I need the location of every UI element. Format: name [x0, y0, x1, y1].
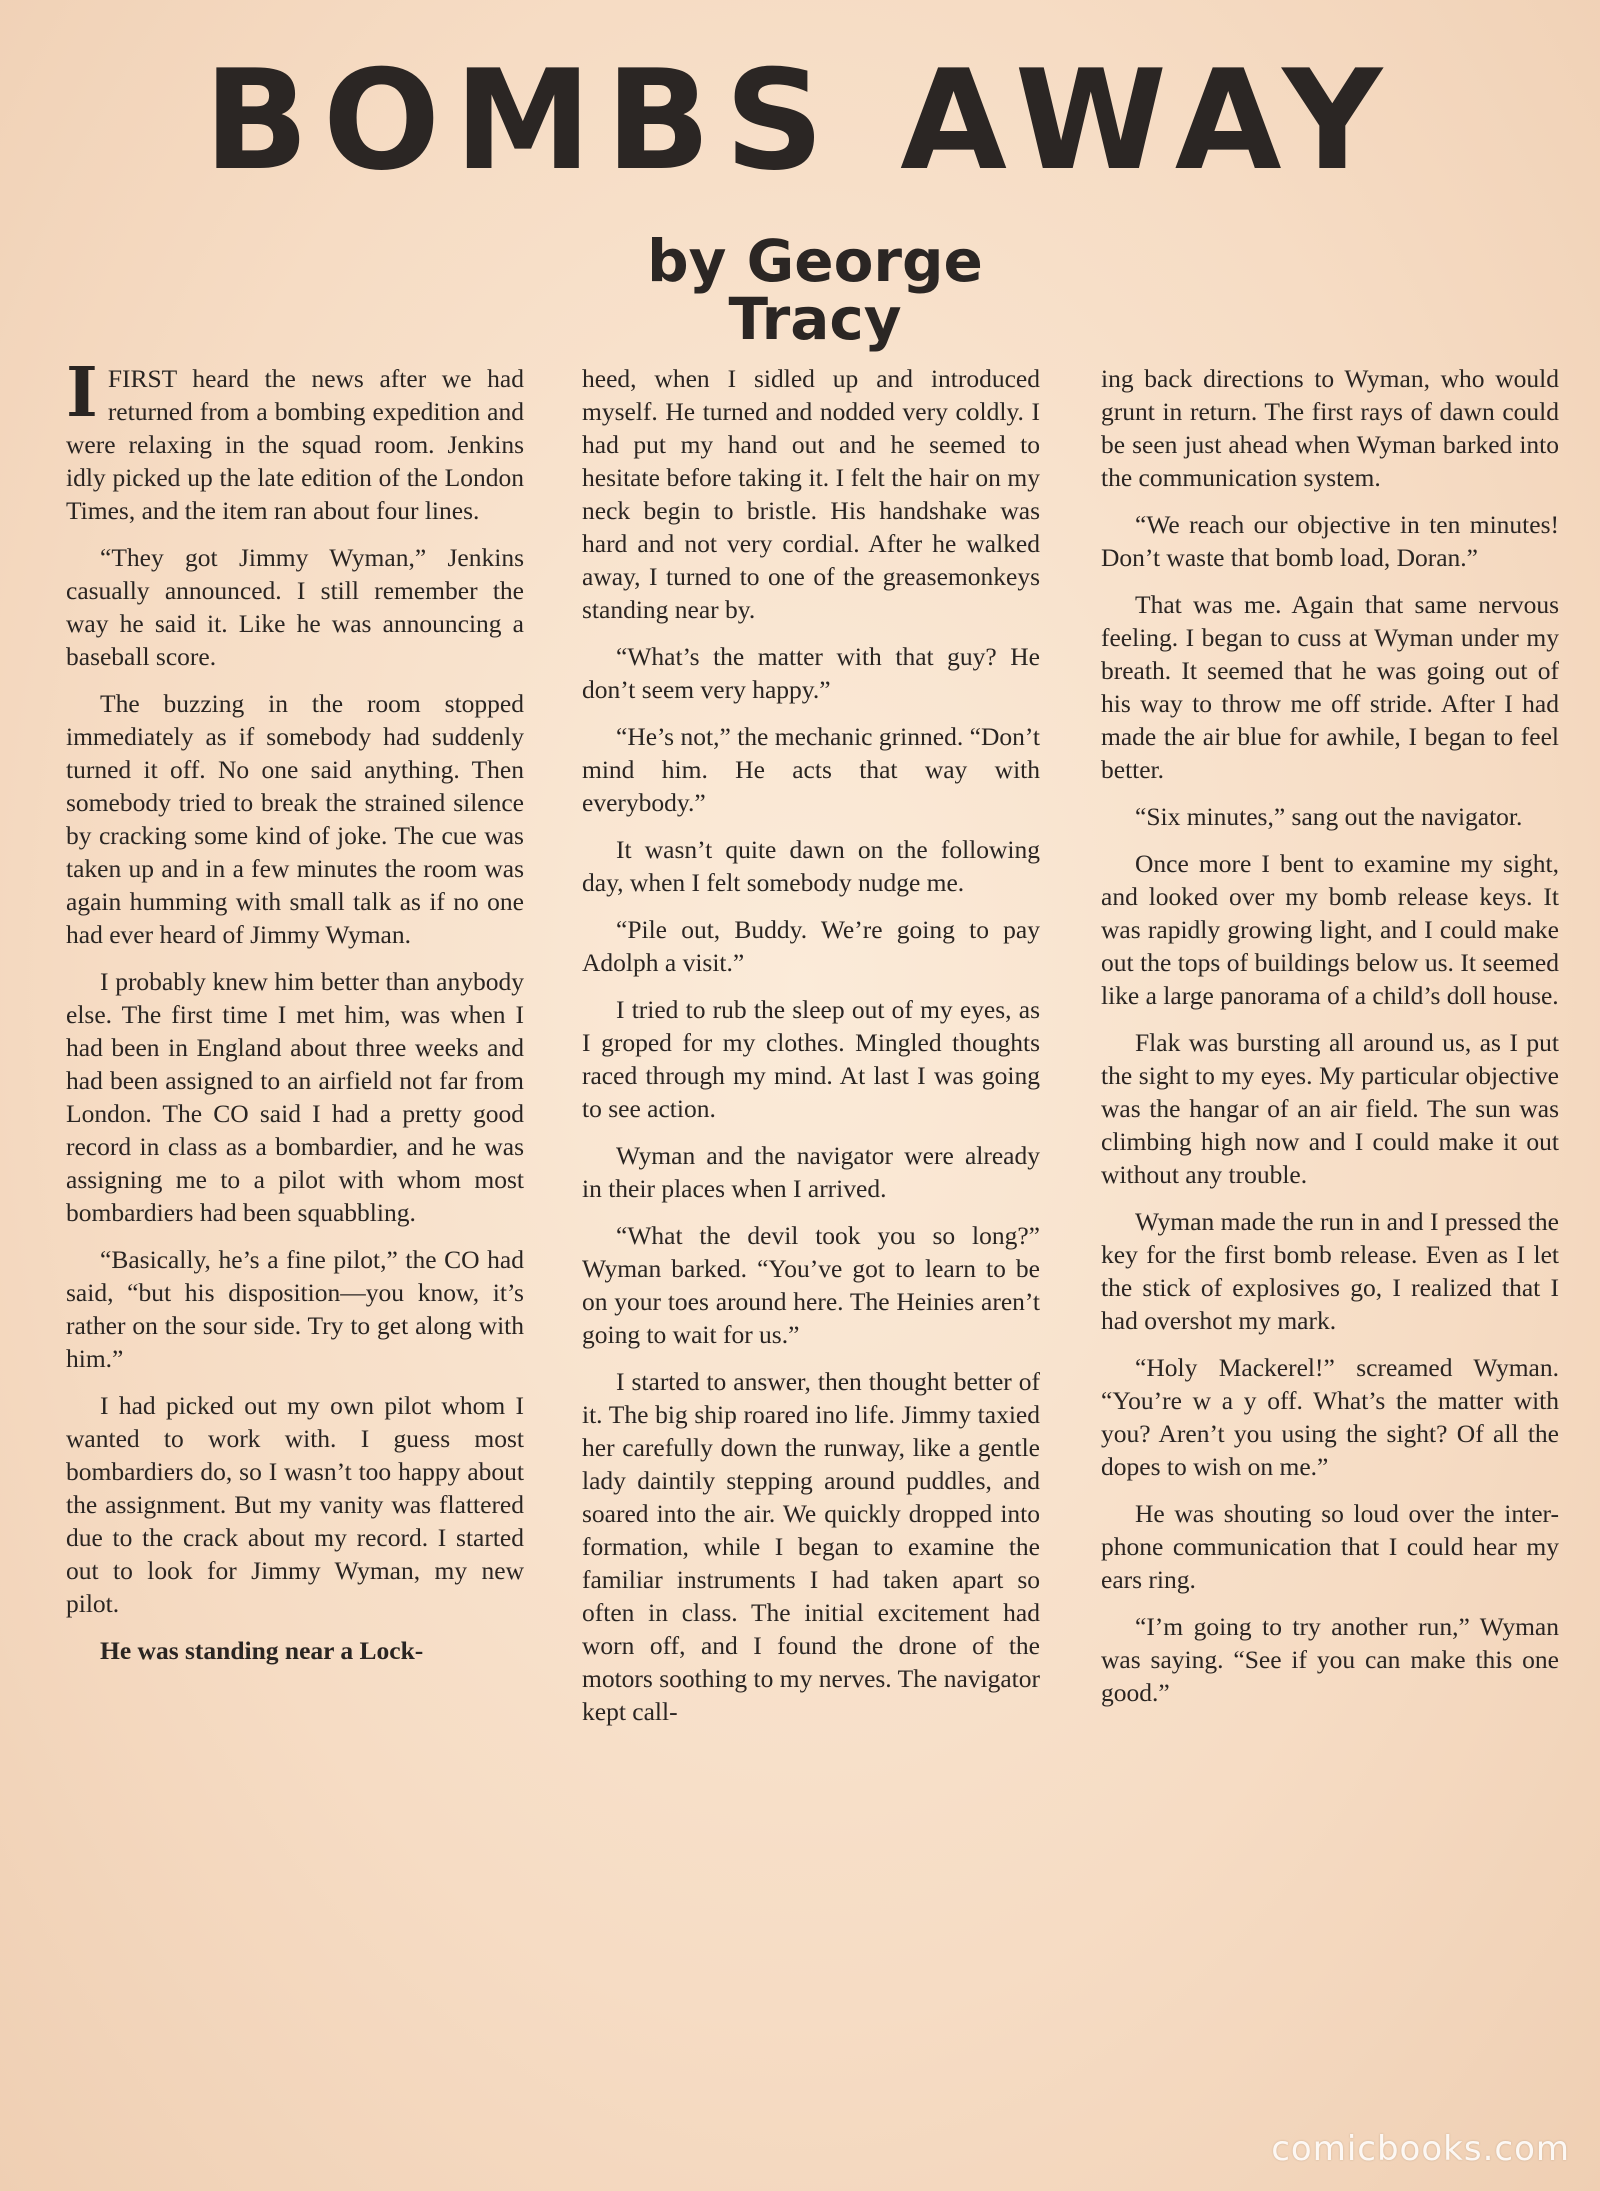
paragraph: “They got Jimmy Wyman,” Jenkins casually announced. I still remember the way he said it. Like he was announcing a baseball score. — [66, 543, 524, 671]
text-column-1 — [66, 353, 524, 1667]
paragraph: “Basically, he’s a fine pilot,” the CO had said, “but his disposition—you know, it’s rather on the sour side. Try to get along with him.” — [66, 1245, 524, 1373]
paragraph: Once more I bent to examine my sight, and looked over my bomb release keys. It was rapidly growing light, and I could make out the tops of buildings below us. It seemed like a large panorama of a child’s doll house. — [1101, 849, 1559, 1010]
paragraph: “He’s not,” the mechanic grinned. “Don’t mind him. He acts that way with everybody.” — [582, 722, 1040, 817]
paragraph: It wasn’t quite dawn on the following day, when I felt somebody nudge me. — [582, 835, 1040, 897]
paragraph: heed, when I sidled up and introduced myself. He turned and nodded very coldly. I had put my hand out and he seemed to hesitate before taking it. I felt the hair on my neck begin to bristle. His handshake was hard and not very cordial. After he walked away, I turned to one of the greasemonkeys standing near by. — [582, 364, 1040, 624]
paragraph: That was me. Again that same nervous feeling. I began to cuss at Wyman under my breath. It seemed that he was going out of his way to throw me off stride. After I had made the air blue for awhile, I began to feel better. — [1101, 590, 1559, 784]
paragraph: “What’s the matter with that guy? He don’t seem very happy.” — [582, 642, 1040, 704]
drop-cap: I — [66, 353, 98, 433]
paragraph — [66, 353, 524, 527]
paragraph: “Holy Mackerel!” screamed Wyman. “You’re w a y off. What’s the matter with you? Aren’t you using the sight? Of all the dopes to wish on me.” — [1101, 1353, 1559, 1481]
paragraph: “Six minutes,” sang out the navigator. — [1135, 802, 1523, 831]
paragraph: ing back directions to Wyman, who would grunt in return. The first rays of dawn could be seen just ahead when Wyman barked into the communication system. — [1101, 364, 1559, 492]
paragraph: I probably knew him better than anybody else. The first time I met him, was when I had been in England about three weeks and had been assigned to an airfield not far from London. The CO said I had a pretty good record in class as a bombardier, and he was assigning me to a pilot with whom most bombardiers had been squabbling. — [66, 967, 524, 1227]
paragraph: Wyman made the run in and I pressed the key for the first bomb release. Even as I let the stick of explosives go, I realized that I had overshot my mark. — [1101, 1207, 1559, 1335]
paragraph: Wyman and the navigator were already in their places when I arrived. — [582, 1141, 1040, 1203]
paragraph: The buzzing in the room stopped immediately as if somebody had suddenly turned it off. No one said anything. Then somebody tried to break the strained silence by cracking some kind of joke. The cue was taken up and in a few minutes the room was again humming with small talk as if no one had ever heard of Jimmy Wyman. — [66, 689, 524, 949]
lead-paragraph-text: FIRST heard the news after we had returned from a bombing expedition and were relaxing in the squad room. Jenkins idly picked up the late edition of the London Times, and the item ran about four lines. — [66, 364, 524, 525]
paragraph: He was shouting so loud over the inter-phone communication that I could hear my ears ring. — [1101, 1499, 1559, 1594]
paragraph: “I’m going to try another run,” Wyman was saying. “See if you can make this one good.” — [1101, 1612, 1559, 1707]
text-column-3 — [1101, 362, 1559, 1723]
paragraph: I started to answer, then thought better of it. The big ship roared ino life. Jimmy taxied her carefully down the runway, like a gentle lady daintily stepping around puddles, and soared into the air. We quickly dropped into formation, while I began to examine the familiar instruments I had taken apart so often in class. The initial excitement had worn off, and I found the drone of the motors soothing to my nerves. The navigator kept call- — [582, 1367, 1040, 1726]
paragraph: He was standing near a Lock- — [100, 1636, 424, 1665]
paragraph: I had picked out my own pilot whom I wanted to work with. I guess most bombardiers do, so I wasn’t too happy about the assignment. But my vanity was flattered due to the crack about my record. I started out to look for Jimmy Wyman, my new pilot. — [66, 1391, 524, 1618]
paragraph: Flak was bursting all around us, as I put the sight to my eyes. My particular objective was the hangar of an air field. The sun was climbing high now and I could make it out without any trouble. — [1101, 1028, 1559, 1189]
text-column-2 — [582, 362, 1040, 1742]
paragraph: “We reach our objective in ten minutes! Don’t waste that bomb load, Doran.” — [1101, 510, 1559, 572]
article-title: BOMBS AWAY — [203, 40, 1397, 201]
paragraph: “What the devil took you so long?” Wyman barked. “You’ve got to learn to be on your toes around here. The Heinies aren’t going to wait for us.” — [582, 1221, 1040, 1349]
site-watermark: comicbooks.com — [1271, 2129, 1570, 2169]
author-byline: by George Tracy — [647, 227, 983, 353]
paragraph: “Pile out, Buddy. We’re going to pay Adolph a visit.” — [582, 915, 1040, 977]
paragraph: I tried to rub the sleep out of my eyes, as I groped for my clothes. Mingled thoughts raced through my mind. At last I was going to see action. — [582, 995, 1040, 1123]
